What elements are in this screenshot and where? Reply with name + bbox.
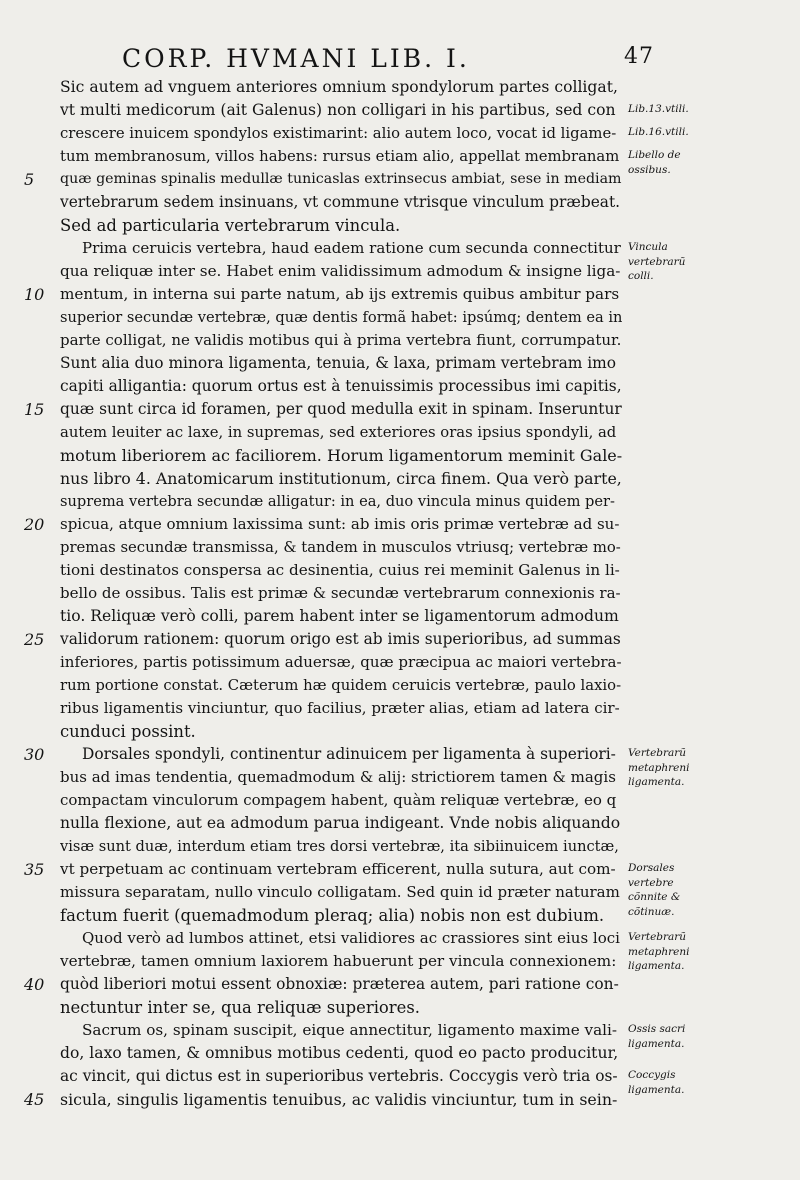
text-line: nulla flexione, aut ea admodum parua indigeant. Vnde nobis aliquando: [60, 814, 621, 832]
text-line: Sic autem ad vnguem anteriores omnium spondylorum partes colligat,: [60, 78, 618, 96]
text-line: Prima ceruicis vertebra, haud eadem ratione cum secunda connectitur: [82, 239, 621, 257]
margin-note: Vertebrarũ metaphreni ligamenta.: [628, 747, 690, 788]
text-line: qua reliquæ inter se. Habet enim validissimum admodum & insigne liga-: [60, 262, 621, 280]
running-header: [122, 44, 654, 73]
text-line: motum liberiorem ac faciliorem. Horum ligamentorum meminit Gale-: [60, 446, 622, 465]
line-number: 5: [24, 170, 35, 189]
text-line: Sunt alia duo minora ligamenta, tenuia, & laxa, primam vertebram imo: [60, 354, 617, 372]
text-line: missura separatam, nullo vinculo colligatam. Sed quin id præter naturam: [60, 883, 620, 901]
text-line: Quod verò ad lumbos attinet, etsi validiores ac crassiores sint eius loci: [82, 929, 620, 947]
margin-note: Vincula vertebrarũ colli.: [628, 241, 686, 282]
text-line: quòd liberiori motui essent obnoxiæ: præterea autem, pari ratione con-: [60, 975, 619, 993]
text-line: parte colligat, ne validis motibus qui à prima vertebra fiunt, corrumpatur.: [60, 331, 622, 349]
text-line: capiti alligantia: quorum ortus est à tenuissimis processibus imi capitis,: [60, 377, 622, 395]
page-number: 47: [624, 44, 654, 69]
text-line: Sed ad particularia vertebrarum vincula.: [60, 216, 401, 235]
text-line: vertebræ, tamen omnium laxiorem habuerunt per vincula connexionem:: [60, 952, 617, 970]
line-number: 10: [24, 285, 45, 304]
text-line: ac vincit, qui dictus est in superioribus vertebris. Coccygis verò tria os-: [60, 1067, 618, 1085]
text-line: quæ geminas spinalis medullæ tunicaslas extrinsecus ambiat, sese in mediam: [60, 171, 622, 187]
text-line: tioni destinatos conspersa ac desinentia, cuius rei meminit Galenus in li-: [60, 561, 620, 579]
line-number: 15: [24, 400, 45, 419]
text-line: Dorsales spondyli, continentur adinuicem per ligamenta à superiori-: [82, 745, 616, 763]
text-line: factum fuerit (quemadmodum pleraq; alia) nobis non est dubium.: [60, 906, 605, 925]
text-line: bus ad imas tendentia, quemadmodum & alij: strictiorem tamen & magis: [60, 768, 616, 786]
main-text-block: [60, 76, 622, 1111]
text-line: ribus ligamentis vinciuntur, quo facilius, præter alias, etiam ad latera cir-: [60, 699, 620, 717]
margin-note: Vertebrarũ metaphreni ligamenta.: [628, 931, 690, 972]
line-number: 45: [24, 1090, 45, 1109]
text-line: spicua, atque omnium laxissima sunt: ab imis oris primæ vertebræ ad su-: [60, 515, 620, 533]
text-line: quæ sunt circa id foramen, per quod medulla exit in spinam. Inseruntur: [60, 400, 622, 418]
text-line: validorum rationem: quorum origo est ab imis superioribus, ad summas: [60, 630, 621, 648]
text-line: cunduci possint.: [60, 722, 196, 741]
text-line: vt perpetuam ac continuam vertebram efficerent, nulla sutura, aut com-: [60, 860, 616, 878]
margin-note: Lib.16.vtili.: [628, 126, 689, 138]
text-line: tum membranosum, villos habens: rursus etiam alio, appellat membranam: [60, 148, 620, 165]
text-line: superior secundæ vertebræ, quæ dentis formã habet: ipsúmq; dentem ea in: [60, 309, 622, 326]
text-line: bello de ossibus. Talis est primæ & secundæ vertebrarum connexionis ra-: [60, 584, 621, 602]
text-line: mentum, in interna sui parte natum, ab ijs extremis quibus ambitur pars: [60, 285, 620, 303]
running-title: CORP. HVMANI LIB. I.: [122, 44, 470, 73]
text-line: crescere inuicem spondylos existimarint: alio autem loco, vocat id ligame-: [60, 125, 617, 142]
text-line: Sacrum os, spinam suscipit, eique annectitur, ligamento maxime vali-: [82, 1021, 618, 1039]
text-line: sicula, singulis ligamentis tenuibus, ac validis vinciuntur, tum in sein-: [60, 1090, 618, 1109]
text-line: tio. Reliquæ verò colli, parem habent inter se ligamentorum admodum: [60, 607, 619, 625]
text-line: autem leuiter ac laxe, in supremas, sed exteriores oras ipsius spondyli, ad: [60, 424, 617, 441]
text-line: compactam vinculorum compagem habent, quàm reliquæ vertebræ, eo q: [60, 791, 617, 809]
text-line: rum portione constat. Cæterum hæ quidem ceruicis vertebræ, paulo laxio-: [60, 677, 622, 694]
text-line: premas secundæ transmissa, & tandem in musculos vtriusq; vertebræ mo-: [60, 539, 621, 556]
line-number: 25: [24, 630, 45, 649]
text-line: vertebrarum sedem insinuans, vt commune vtrisque vinculum præbeat.: [60, 193, 621, 211]
margin-note: Lib.13.vtili.: [628, 103, 689, 115]
text-line: suprema vertebra secundæ alligatur: in ea, duo vincula minus quidem per-: [60, 493, 615, 510]
margin-note: Libello de ossibus.: [628, 149, 681, 176]
margin-note: Dorsales vertebre cõnnite & cõtinuæ.: [628, 862, 681, 918]
line-number: 40: [24, 975, 45, 994]
text-line: do, laxo tamen, & omnibus motibus cedenti, quod eo pacto producitur,: [60, 1044, 619, 1062]
margin-note: Coccygis ligamenta.: [628, 1069, 685, 1096]
text-line: vt multi medicorum (ait Galenus) non colligari in his partibus, sed con: [60, 101, 616, 119]
text-line: nectuntur inter se, qua reliquæ superiores.: [60, 998, 420, 1017]
margin-note: Ossis sacri ligamenta.: [628, 1023, 686, 1050]
line-number: 20: [24, 515, 45, 534]
line-number: 30: [24, 745, 45, 764]
line-number: 35: [24, 860, 45, 879]
text-line: visæ sunt duæ, interdum etiam tres dorsi vertebræ, ita sibiinuicem iunctæ,: [60, 838, 619, 855]
text-line: nus libro 4. Anatomicarum institutionum, circa finem. Qua verò parte,: [60, 469, 622, 488]
text-line: inferiores, partis potissimum aduersæ, quæ præcipua ac maiori vertebra-: [60, 653, 622, 671]
